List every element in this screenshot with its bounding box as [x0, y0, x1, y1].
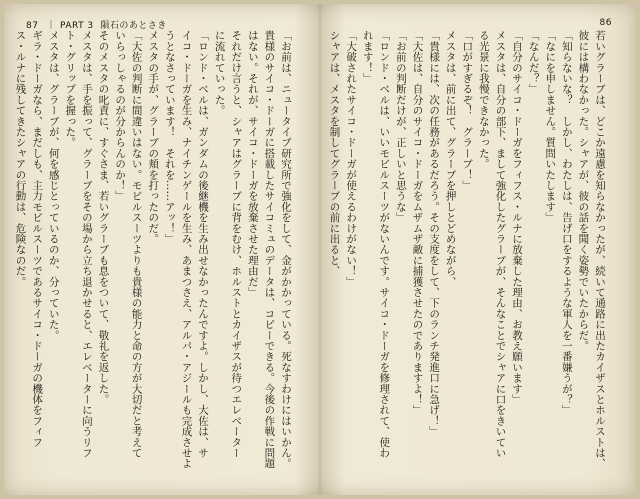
- text-line: 「大佐は、自分のサイコ・ドーガをムザムザ敵に捕獲させたのでありますよ！」: [411, 30, 424, 416]
- text-line: メスタは、グラーブが、何を感じとっているのか、分っていた。: [47, 30, 60, 341]
- text-line: に流れていった。: [213, 30, 226, 116]
- text-line: ギラ・ドーガなら、まだしも、主力モビルスーツであるサイコ・ドーガの機体をフィフ: [31, 30, 44, 448]
- text-line: る光景に我慢できなかった。: [477, 30, 490, 170]
- left-page-body: [14, 30, 294, 476]
- text-line: 「なんだ？」: [527, 30, 540, 95]
- text-line: 「貴様には、次の任務があるだろう。その支度をして、下のランチ発進口に急げ！」: [428, 30, 441, 437]
- text-line: 「知らないな？ しかし、わたしは、告げ口をするような軍人を一番嫌うが？」: [560, 30, 573, 416]
- left-page-number: 87: [26, 21, 39, 31]
- text-line: 「ロンド・ベルは、ガンダムの後継機を生み出せなかったんですよ。しかし、大佐は、サ: [197, 30, 210, 458]
- text-line: いらっしゃるのが分からんのか！」: [114, 30, 127, 202]
- book-spread: [4, 4, 636, 495]
- text-line: 若いグラーブは、どこか遠慮を知らなかったが、続いて通路に出たカイザスとホルストは、: [594, 30, 606, 469]
- text-line: メスタの手が、グラーブの頬を打ったのだ。: [147, 30, 160, 244]
- chapter-title: 隕石のあとさき: [100, 21, 167, 31]
- right-page-number: 86: [599, 18, 612, 28]
- text-line: うとなさっています！ それを……アッ！」: [163, 30, 176, 244]
- text-line: 「お前の判断だけが、正しいと思うな」: [394, 30, 407, 223]
- text-line: 「なにを申しません。質問いたします」: [544, 30, 557, 223]
- text-line: そのメスタの叱責に、すぐさま、若いグラーブも息をついて、敬礼を返した。: [97, 30, 110, 405]
- header-divider: ｜: [46, 21, 56, 31]
- text-line: 貴様のサイコ・ドーガに搭載したサイコミュのデータは、コピーできる。今後の作戦に問題: [263, 30, 276, 469]
- text-line: ト・グリップを握った。: [64, 30, 77, 148]
- part-label: PART 3: [59, 21, 94, 31]
- text-line: ス・ルナに残してきたシャアの行動は、危険なのだ。: [14, 30, 27, 287]
- text-line: 「口がすぎるぞ！ グラーブ！」: [461, 30, 474, 191]
- text-line: 「大破されたサイコ・ドーガが使えるわけがない！」: [345, 30, 358, 287]
- text-line: れます！」: [361, 30, 374, 84]
- text-line: メスタは、前に出て、グラーブを押しとどめながら、: [444, 30, 457, 287]
- text-line: メスタは、自分の部下、まして強化したグラーブが、そんなことでシャアに口をきいてい: [494, 30, 507, 458]
- text-line: 「自分のサイコ・ドーガをフィフス・ルナに放棄した理由、お教え願います」: [511, 30, 524, 405]
- text-line: 彼には構わなかった。シャアが、彼の話を聞く姿勢でいたからだ。: [577, 30, 590, 351]
- text-line: 「大佐の判断に間違いはない。モビルスーツよりも貴様の能力と命の方が大切だと考えて: [130, 30, 143, 458]
- left-page: [4, 4, 318, 495]
- right-page-body: [328, 30, 608, 476]
- right-page: [322, 4, 636, 495]
- text-line: 「ロンド・ベルは、いいモビルスーツがないんです。サイコ・ドーガを修理されて、使わ: [378, 30, 391, 458]
- text-line: メスタは、手を振って、グラーブをその場から立ち退かせると、エレベーターに向うリフ: [80, 30, 93, 458]
- text-line: 「お前は、ニュータイプ研究所で強化をして、金がかかっている。死なすわけにはいかん。: [280, 30, 292, 469]
- text-line: イコ・ドーガを生み、ナイチンゲールを生み、あまつさえ、アルパ・アジールも完成させよ: [180, 30, 193, 469]
- text-line: はない。それが、サイコ・ドーガを放棄させた理由だ」: [246, 30, 259, 298]
- text-line: それだけ言うと、シャアはグラーブに背をむけ、ホルストとカイザスが待つエレベーター: [230, 30, 243, 458]
- right-running-header: [600, 18, 612, 28]
- text-line: シャアは、メスタを制してグラーブの前に出ると、: [328, 30, 341, 277]
